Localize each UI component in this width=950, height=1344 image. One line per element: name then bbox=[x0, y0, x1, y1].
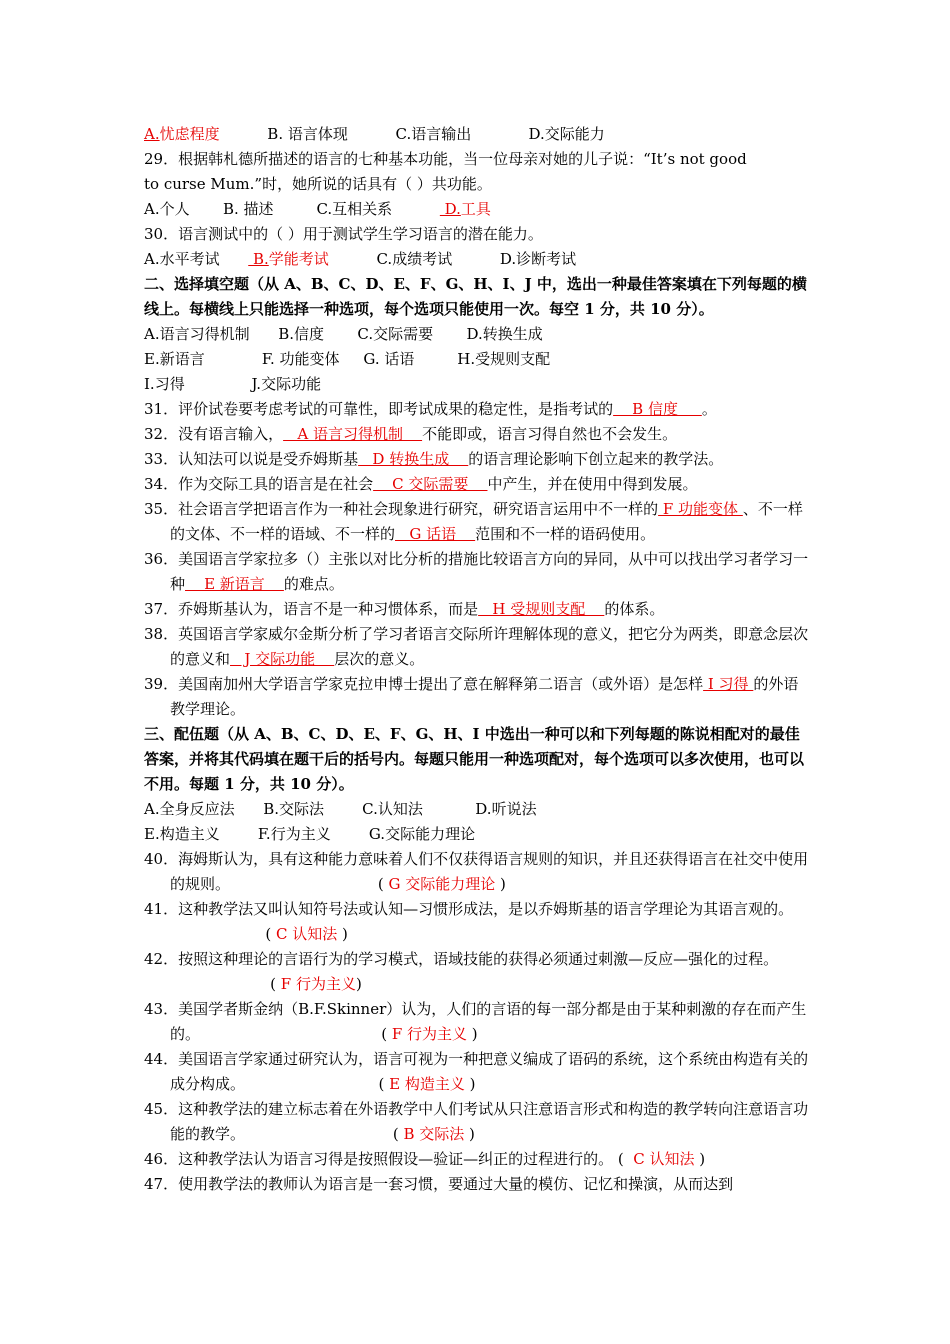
q44-answer: E 构造主义 bbox=[389, 1075, 470, 1093]
q35-end: 范围和不一样的语码使用。 bbox=[475, 525, 656, 543]
q38-stem: 38．英国语言学家威尔金斯分析了学习者语言交际所许理解体现的意义，把它分为两类，即意念层次的意义和 bbox=[144, 625, 809, 668]
q42-answer: F 行为主义 bbox=[280, 975, 356, 993]
q38-end: 层次的意义。 bbox=[334, 650, 425, 668]
q44-stem: 44．美国语言学家通过研究认为，语言可视为一种把意义编成了语码的系统，这个系统由构造有关的成分构成。 bbox=[144, 1050, 809, 1093]
q39-end: 的外语教学理论。 bbox=[170, 675, 799, 718]
q28-answer-letter: A. bbox=[144, 125, 160, 143]
question-38 bbox=[144, 622, 812, 672]
q30-stem: 30．语言测试中的（ ）用于测试学生学习语言的潜在能力。 bbox=[144, 225, 543, 243]
q35-answer-1: F 功能变体 bbox=[658, 500, 743, 518]
q32-answer: A 语言习得机制 bbox=[283, 425, 423, 443]
q30-other-options: C.成绩考试 D.诊断考试 bbox=[328, 250, 577, 268]
q42-gap bbox=[170, 975, 270, 993]
q32-end: 不能即或，语言习得自然也不会发生。 bbox=[422, 425, 678, 443]
q31-answer: B 信度 bbox=[613, 400, 702, 418]
q46-paren-close: ) bbox=[694, 1150, 706, 1168]
section2-options-row1: A.语言习得机制 B.信度 C.交际需要 D.转换生成 bbox=[144, 325, 543, 343]
question-32 bbox=[144, 422, 812, 447]
q29-answer-letter: D. bbox=[439, 200, 461, 218]
q37-answer: H 受规则支配 bbox=[478, 600, 605, 618]
q42-stem: 42．按照这种理论的言语行为的学习模式，语域技能的获得必须通过刺激—反应—强化的过程。 bbox=[144, 950, 779, 968]
q29-other-options: A.个人 B. 描述 C.互相关系 bbox=[144, 200, 440, 218]
question-40 bbox=[144, 847, 812, 897]
q44-paren-open: ( bbox=[378, 1075, 390, 1093]
q28-other-options: B. 语言体现 C.语言输出 D.交际能力 bbox=[219, 125, 605, 143]
q46-stem: 46．这种教学法认为语言习得是按照假设—验证—纠正的过程进行的。 bbox=[144, 1150, 614, 1168]
question-45 bbox=[144, 1097, 812, 1147]
q33-end: 的语言理论影响下创立起来的教学法。 bbox=[468, 450, 724, 468]
q44-gap bbox=[245, 1075, 379, 1093]
q40-stem: 40．海姆斯认为，具有这种能力意味着人们不仅获得语言规则的知识，并且还获得语言在社交中使用的规则。 bbox=[144, 850, 809, 893]
q30-answer-text: 学能考试 bbox=[268, 250, 329, 268]
q45-answer: B 交际法 bbox=[403, 1125, 465, 1143]
q42-paren-close: ) bbox=[355, 975, 362, 993]
q32-stem: 32．没有语言输入， bbox=[144, 425, 284, 443]
q36-answer: E 新语言 bbox=[185, 575, 284, 593]
q35-middle: 、不一样的文体、不一样的语域、不一样的 bbox=[170, 500, 803, 543]
q40-paren-open: ( bbox=[377, 875, 389, 893]
q39-answer: I 习得 bbox=[703, 675, 754, 693]
q40-paren-close: ) bbox=[499, 875, 506, 893]
question-39 bbox=[144, 672, 812, 722]
question-42 bbox=[144, 947, 812, 997]
q34-stem: 34．作为交际工具的语言是在社会 bbox=[144, 475, 374, 493]
q30-options bbox=[144, 247, 812, 272]
question-36 bbox=[144, 547, 812, 597]
q31-end: 。 bbox=[701, 400, 717, 418]
q29-stem-line2: to curse Mum.”时，她所说的话具有（ ）共功能。 bbox=[144, 175, 492, 193]
section3-heading: 三、配伍题（从 A、B、C、D、E、F、G、H、I 中选出一种可以和下列每题的陈说相配对的最佳答案，并将其代码填在题干后的括号内。每题只能用一种选项配对，每个选项可以多次使用，也可以不用。每题 1 分，共 10 分）。 bbox=[144, 725, 805, 793]
q28-options bbox=[144, 122, 812, 147]
q46-answer: C 认知法 bbox=[628, 1150, 695, 1168]
q43-paren-open: ( bbox=[381, 1025, 392, 1043]
question-31 bbox=[144, 397, 812, 422]
q41-stem: 41．这种教学法又叫认知符号法或认知—习惯形成法，是以乔姆斯基的语言学理论为其语言观的。 bbox=[144, 900, 794, 918]
question-46 bbox=[144, 1147, 812, 1172]
section3-options-row1: A.全身反应法 B.交际法 C.认知法 D.听说法 bbox=[144, 800, 537, 818]
q33-stem: 33．认知法可以说是受乔姆斯基 bbox=[144, 450, 359, 468]
section2-options-row2: E.新语言 F. 功能变体 G. 话语 H.受规则支配 bbox=[144, 350, 551, 368]
question-41 bbox=[144, 897, 812, 947]
q45-paren-close: ) bbox=[464, 1125, 475, 1143]
q39-stem: 39．美国南加州大学语言学家克拉申博士提出了意在解释第二语言（或外语）是怎样 bbox=[144, 675, 704, 693]
q40-gap bbox=[230, 875, 378, 893]
section3-options-row2: E.构造主义 F.行为主义 G.交际能力理论 bbox=[144, 825, 476, 843]
q41-gap bbox=[170, 925, 265, 943]
question-35 bbox=[144, 497, 812, 547]
q34-answer: C 交际需要 bbox=[373, 475, 488, 493]
q47-stem: 47．使用教学法的教师认为语言是一套习惯，要通过大量的模仿、记忆和操演，从而达到 bbox=[144, 1175, 734, 1193]
q35-stem: 35．社会语言学把语言作为一种社会现象进行研究，研究语言运用中不一样的 bbox=[144, 500, 659, 518]
q45-gap bbox=[245, 1125, 393, 1143]
q41-paren-open: ( bbox=[265, 925, 276, 943]
question-47 bbox=[144, 1172, 812, 1197]
q30-option-a: A.水平考试 bbox=[144, 250, 249, 268]
q43-stem: 43．美国学者斯金纳（B.F.Skinner）认为，人们的言语的每一部分都是由于某种刺激的存在而产生的。 bbox=[144, 1000, 807, 1043]
q30-answer-letter: B. bbox=[248, 250, 269, 268]
q46-paren-open: ( bbox=[613, 1150, 629, 1168]
q28-answer-text: 忧虑程度 bbox=[159, 125, 220, 143]
q36-stem: 36．美国语言学家拉多（）主张以对比分析的措施比较语言方向的异同，从中可以找出学习者学习一种 bbox=[144, 550, 809, 593]
q44-paren-close: ) bbox=[469, 1075, 476, 1093]
q42-paren-open: ( bbox=[270, 975, 281, 993]
q33-answer: D 转换生成 bbox=[358, 450, 469, 468]
q36-end: 的难点。 bbox=[283, 575, 344, 593]
q37-stem: 37．乔姆斯基认为，语言不是一种习惯体系，而是 bbox=[144, 600, 479, 618]
q29-answer-text: 工具 bbox=[460, 200, 491, 218]
q40-answer: G 交际能力理论 bbox=[388, 875, 500, 893]
q41-paren-close: ) bbox=[342, 925, 348, 943]
q29-options bbox=[144, 197, 812, 222]
section2-options-row3: I.习得 J.交际功能 bbox=[144, 375, 322, 393]
q43-answer: F 行为主义 bbox=[391, 1025, 472, 1043]
question-34 bbox=[144, 472, 812, 497]
question-43 bbox=[144, 997, 812, 1047]
q29-stem-line1: 29．根据韩札德所描述的语言的七种基本功能，当一位母亲对她的儿子说：“It’s not good bbox=[144, 150, 747, 168]
q34-end: 中产生，并在使用中得到发展。 bbox=[487, 475, 698, 493]
q37-end: 的体系。 bbox=[604, 600, 665, 618]
q41-answer: C 认知法 bbox=[276, 925, 343, 943]
q31-stem: 31．评价试卷要考虑考试的可靠性，即考试成果的稳定性，是指考试的 bbox=[144, 400, 614, 418]
section2-heading: 二、选择填空题（从 A、B、C、D、E、F、G、H、I、J 中，选出一种最佳答案填在下列每题的横线上。每横线上只能选择一种选项，每个选项只能使用一次。每空 1 分，共 10 分）。 bbox=[144, 275, 807, 318]
q38-answer: J 交际功能 bbox=[230, 650, 335, 668]
q43-gap bbox=[200, 1025, 381, 1043]
question-44 bbox=[144, 1047, 812, 1097]
q45-stem: 45．这种教学法的建立标志着在外语教学中人们考试从只注意语言形式和构造的教学转向注意语言功能的教学。 bbox=[144, 1100, 809, 1143]
document-page bbox=[144, 122, 812, 1197]
q45-paren-open: ( bbox=[392, 1125, 404, 1143]
question-37 bbox=[144, 597, 812, 622]
q43-paren-close: ) bbox=[471, 1025, 478, 1043]
question-33 bbox=[144, 447, 812, 472]
q35-answer-2: G 话语 bbox=[395, 525, 476, 543]
